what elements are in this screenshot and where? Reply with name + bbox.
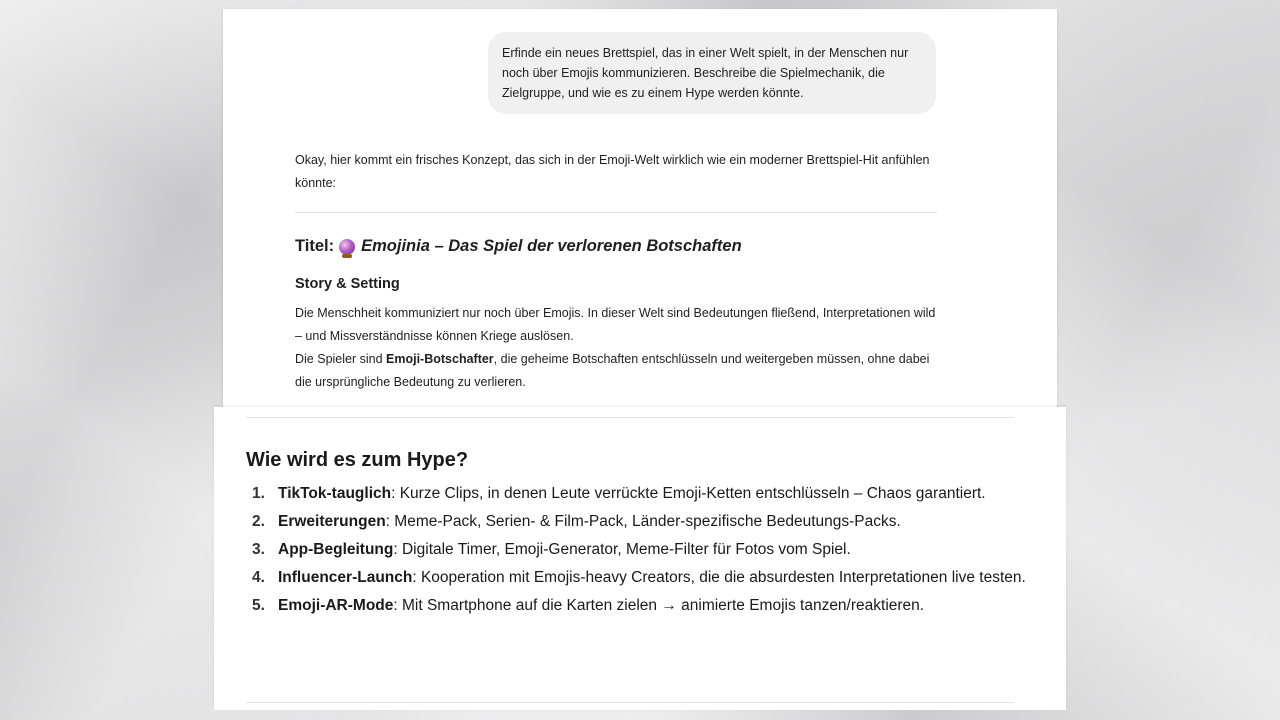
- list-number: 4.: [252, 569, 265, 586]
- divider-bottom: [246, 702, 1014, 703]
- list-text: [278, 480, 1026, 508]
- list-item: [246, 536, 1026, 564]
- list-item-text: : Kooperation mit Emojis-heavy Creators, die die absurdesten Interpretationen live testen.: [412, 569, 1026, 586]
- list-item-bold: Emoji-AR-Mode: [278, 597, 394, 614]
- list-item-text: : Kurze Clips, in denen Leute verrückte Emoji-Ketten entschlüsseln – Chaos garantiert.: [391, 485, 986, 502]
- list-number: 2.: [252, 513, 265, 530]
- assistant-response: [295, 149, 945, 394]
- story-p2-start: Die Spieler sind: [295, 352, 387, 366]
- title-prefix: Titel:: [295, 237, 335, 255]
- list-item-text: : Meme-Pack, Serien- & Film-Pack, Länder-spezifische Bedeutungs-Packs.: [385, 513, 901, 530]
- list-item: [246, 564, 1026, 592]
- list-text: [278, 536, 1026, 564]
- story-heading: Story & Setting: [295, 276, 400, 292]
- list-text: [278, 564, 1026, 592]
- list-number: 5.: [252, 597, 265, 614]
- list-item-bold: Erweiterungen: [278, 513, 386, 530]
- list-number: 1.: [252, 485, 265, 502]
- crystal-ball-icon: [339, 239, 355, 255]
- divider: [295, 212, 937, 213]
- list-number: 3.: [252, 541, 265, 558]
- list-text: [278, 592, 1026, 620]
- story-paragraph-1: Die Menschheit kommuniziert nur noch über Emojis. In dieser Welt sind Bedeutungen fließend, Interpretationen wild – und Missverständnisse können Kriege auslösen.: [295, 306, 936, 343]
- list-item-text: : Digitale Timer, Emoji-Generator, Meme-Filter für Fotos vom Spiel.: [393, 541, 851, 558]
- list-text: [278, 508, 1026, 536]
- game-title: [295, 237, 945, 256]
- list-item: [246, 592, 1026, 620]
- list-item-bold: TikTok-tauglich: [278, 485, 392, 502]
- chat-screenshot-top: [223, 9, 1057, 409]
- hype-list: [246, 480, 1026, 620]
- title-text: Emojinia – Das Spiel der verlorenen Botschaften: [361, 237, 742, 255]
- chat-screenshot-bottom: [214, 407, 1066, 710]
- user-message-bubble: Erfinde ein neues Brettspiel, das in einer Welt spielt, in der Menschen nur noch über Emojis kommunizieren. Beschreibe die Spielmechanik, die Zielgruppe, und wie es zu einem Hype werden könnte.: [488, 32, 936, 114]
- list-item-bold: App-Begleitung: [278, 541, 394, 558]
- divider-top: [246, 417, 1014, 418]
- list-item-bold: Influencer-Launch: [278, 569, 413, 586]
- list-item: [246, 508, 1026, 536]
- hype-heading: Wie wird es zum Hype?: [246, 449, 469, 471]
- story-p2-bold: Emoji-Botschafter: [386, 352, 494, 366]
- list-item-text: : Mit Smartphone auf die Karten zielen → animierte Emojis tanzen/reaktieren.: [393, 597, 925, 614]
- assistant-intro: Okay, hier kommt ein frisches Konzept, das sich in der Emoji-Welt wirklich wie ein moderner Brettspiel-Hit anfühlen könnte:: [295, 153, 930, 190]
- list-item: [246, 480, 1026, 508]
- story-p2-end: , die geheime Botschaften entschlüsseln und weitergeben müssen, ohne dabei die ursprüngliche Bedeutung zu verlieren.: [295, 352, 930, 389]
- story-paragraph-2: [295, 348, 945, 394]
